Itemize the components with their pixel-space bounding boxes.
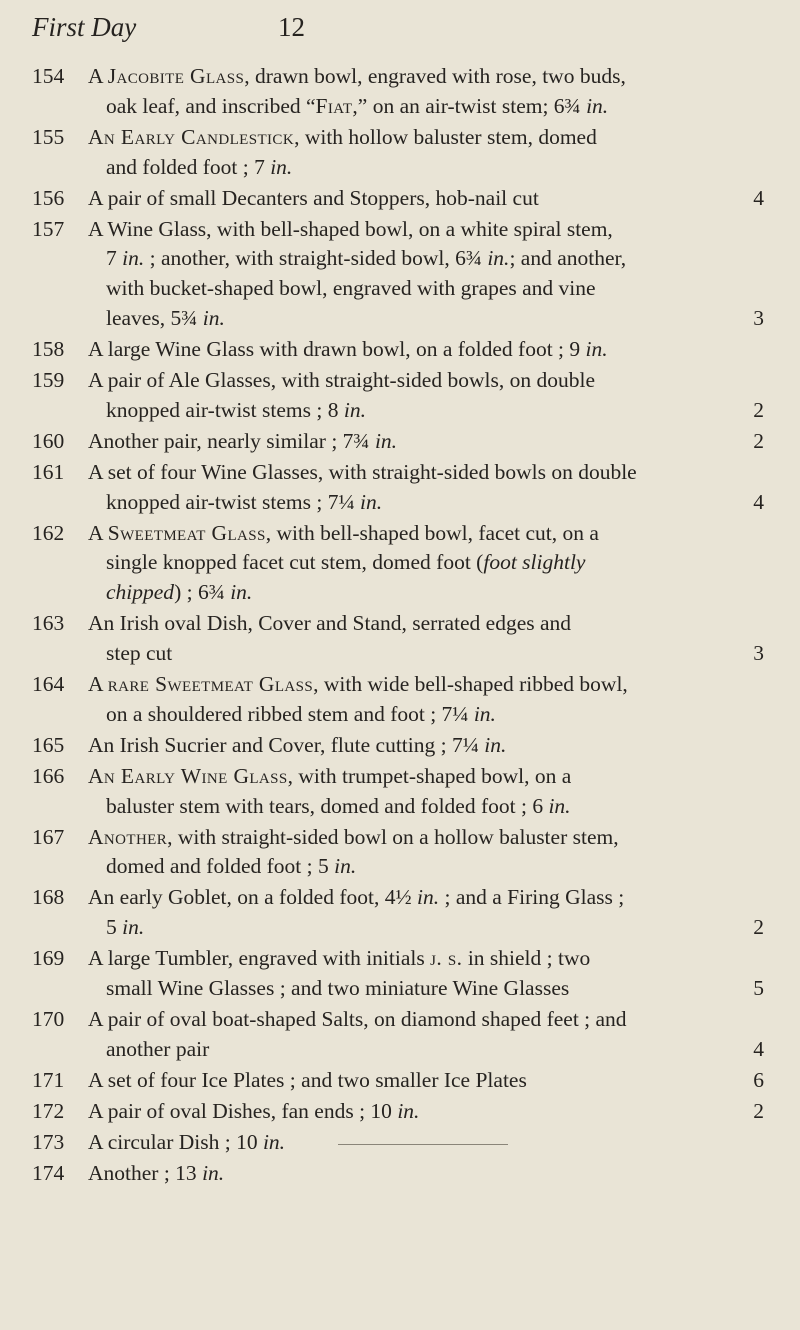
lot-number: 156 xyxy=(32,185,65,210)
description-line: on a shouldered ribbed stem and foot ; 7¼ in. xyxy=(106,701,496,726)
lot-description xyxy=(88,1128,770,1158)
description-line: A Jacobite Glass, drawn bowl, engraved with rose, two buds, xyxy=(88,64,626,88)
lot-number: 174 xyxy=(32,1160,65,1185)
lot-entry xyxy=(32,1159,792,1189)
description-line: A rare Sweetmeat Glass, with wide bell-shaped ribbed bowl, xyxy=(88,672,628,696)
running-title: First Day xyxy=(32,12,137,42)
description-line: A set of four Wine Glasses, with straight-sided bowls on double xyxy=(88,459,637,484)
lot-description xyxy=(88,1005,770,1065)
lot-description xyxy=(88,335,770,365)
lot-entry xyxy=(32,731,792,761)
description-line: leaves, 5¾ in. xyxy=(106,305,225,330)
lot-number: 163 xyxy=(32,611,65,636)
lot-entry xyxy=(32,458,792,518)
description-line: baluster stem with tears, domed and folded foot ; 6 in. xyxy=(106,793,571,818)
lot-entry xyxy=(32,609,792,669)
lot-entry xyxy=(32,883,792,943)
lot-quantity: 3 xyxy=(753,305,764,330)
lot-entry xyxy=(32,1066,792,1096)
description-line: A pair of oval Dishes, fan ends ; 10 in. xyxy=(88,1098,420,1123)
lot-number: 173 xyxy=(32,1129,65,1154)
lot-number: 172 xyxy=(32,1098,65,1123)
lot-description xyxy=(88,1159,770,1189)
lot-entry xyxy=(32,184,792,214)
lot-entry xyxy=(32,1005,792,1065)
lot-number: 171 xyxy=(32,1067,65,1092)
lot-description xyxy=(88,1097,770,1127)
lot-description xyxy=(88,62,770,122)
lot-number: 168 xyxy=(32,885,65,910)
description-line: small Wine Glasses ; and two miniature Wine Glasses xyxy=(106,975,570,1000)
lot-description xyxy=(88,883,770,943)
description-line: domed and folded foot ; 5 in. xyxy=(106,854,357,879)
lot-entry xyxy=(32,366,792,426)
lot-entry xyxy=(32,335,792,365)
description-line: with bucket-shaped bowl, engraved with grapes and vine xyxy=(106,276,596,301)
lot-description xyxy=(88,519,770,608)
lot-number: 164 xyxy=(32,672,65,696)
description-line: An early Goblet, on a folded foot, 4½ in. ; and a Firing Glass ; xyxy=(88,885,625,910)
lot-quantity: 6 xyxy=(753,1067,764,1092)
lot-description xyxy=(88,458,770,518)
lot-description xyxy=(88,184,770,214)
description-line: knopped air-twist stems ; 8 in. xyxy=(106,397,366,422)
description-line: single knopped facet cut stem, domed foot (foot slightly xyxy=(106,550,586,575)
description-line: Another, with straight-sided bowl on a hollow baluster stem, xyxy=(88,824,619,849)
lot-entry xyxy=(32,1128,792,1158)
description-line: An Early Candlestick, with hollow baluster stem, domed xyxy=(88,124,597,149)
lot-entry xyxy=(32,823,792,883)
lot-number: 166 xyxy=(32,763,65,788)
lot-entry xyxy=(32,762,792,822)
lot-entry xyxy=(32,123,792,183)
lot-entry xyxy=(32,62,792,122)
description-line: An Irish oval Dish, Cover and Stand, serrated edges and xyxy=(88,611,572,636)
lot-entry xyxy=(32,427,792,457)
description-line: 5 in. xyxy=(106,915,145,940)
lot-quantity: 4 xyxy=(753,489,764,514)
description-line: A large Wine Glass with drawn bowl, on a folded foot ; 9 in. xyxy=(88,337,608,361)
lot-description xyxy=(88,427,770,457)
lot-number: 155 xyxy=(32,124,65,149)
description-line: and folded foot ; 7 in. xyxy=(106,154,293,179)
lot-description xyxy=(88,123,770,183)
end-rule xyxy=(338,1144,508,1145)
lot-description xyxy=(88,366,770,426)
lot-entry xyxy=(32,1097,792,1127)
page-header xyxy=(32,12,772,48)
lot-description xyxy=(88,670,770,730)
description-line: Another ; 13 in. xyxy=(88,1160,225,1185)
description-line: step cut xyxy=(106,640,173,665)
description-line: A pair of Ale Glasses, with straight-sided bowls, on double xyxy=(88,368,595,392)
lot-quantity: 4 xyxy=(753,185,764,210)
lot-description xyxy=(88,762,770,822)
lot-number: 158 xyxy=(32,337,65,361)
description-line: A pair of oval boat-shaped Salts, on diamond shaped feet ; and xyxy=(88,1007,627,1031)
description-line: another pair xyxy=(106,1036,210,1061)
lot-number: 162 xyxy=(32,520,65,545)
description-line: oak leaf, and inscribed “Fiat,” on an air-twist stem; 6¾ in. xyxy=(106,93,609,118)
description-line: A pair of small Decanters and Stoppers, hob-nail cut xyxy=(88,185,539,210)
lot-quantity: 2 xyxy=(753,1098,764,1123)
lot-quantity: 4 xyxy=(753,1036,764,1061)
lot-quantity: 2 xyxy=(753,428,764,453)
lot-number: 154 xyxy=(32,64,65,88)
lot-description xyxy=(88,215,770,334)
description-line: A circular Dish ; 10 in. xyxy=(88,1129,286,1154)
lot-entry xyxy=(32,215,792,334)
lot-entry xyxy=(32,519,792,608)
description-line: A Wine Glass, with bell-shaped bowl, on a white spiral stem, xyxy=(88,216,613,241)
description-line: An Irish Sucrier and Cover, flute cutting ; 7¼ in. xyxy=(88,732,507,757)
lot-number: 157 xyxy=(32,216,65,241)
lot-entry xyxy=(32,670,792,730)
lot-quantity: 5 xyxy=(753,975,764,1000)
description-line: knopped air-twist stems ; 7¼ in. xyxy=(106,489,383,514)
lot-entry xyxy=(32,944,792,1004)
description-line: Another pair, nearly similar ; 7¾ in. xyxy=(88,428,398,453)
lot-number: 170 xyxy=(32,1007,65,1031)
description-line: chipped) ; 6¾ in. xyxy=(106,580,253,605)
lot-number: 159 xyxy=(32,368,65,392)
lot-description xyxy=(88,731,770,761)
lot-number: 165 xyxy=(32,732,65,757)
description-line: A large Tumbler, engraved with initials j. s. in shield ; two xyxy=(88,946,591,971)
page-number: 12 xyxy=(278,12,305,42)
description-line: A set of four Ice Plates ; and two smaller Ice Plates xyxy=(88,1067,527,1092)
lot-quantity: 2 xyxy=(753,397,764,422)
description-line: A Sweetmeat Glass, with bell-shaped bowl, facet cut, on a xyxy=(88,520,599,545)
lot-quantity: 3 xyxy=(753,640,764,665)
lot-description xyxy=(88,1066,770,1096)
lot-number: 161 xyxy=(32,459,65,484)
lot-description xyxy=(88,823,770,883)
description-line: 7 in. ; another, with straight-sided bowl, 6¾ in.; and another, xyxy=(106,246,627,271)
lot-number: 169 xyxy=(32,946,65,971)
lot-number: 167 xyxy=(32,824,65,849)
lot-description xyxy=(88,609,770,669)
lot-description xyxy=(88,944,770,1004)
lot-quantity: 2 xyxy=(753,915,764,940)
description-line: An Early Wine Glass, with trumpet-shaped bowl, on a xyxy=(88,763,572,788)
lot-number: 160 xyxy=(32,428,65,453)
